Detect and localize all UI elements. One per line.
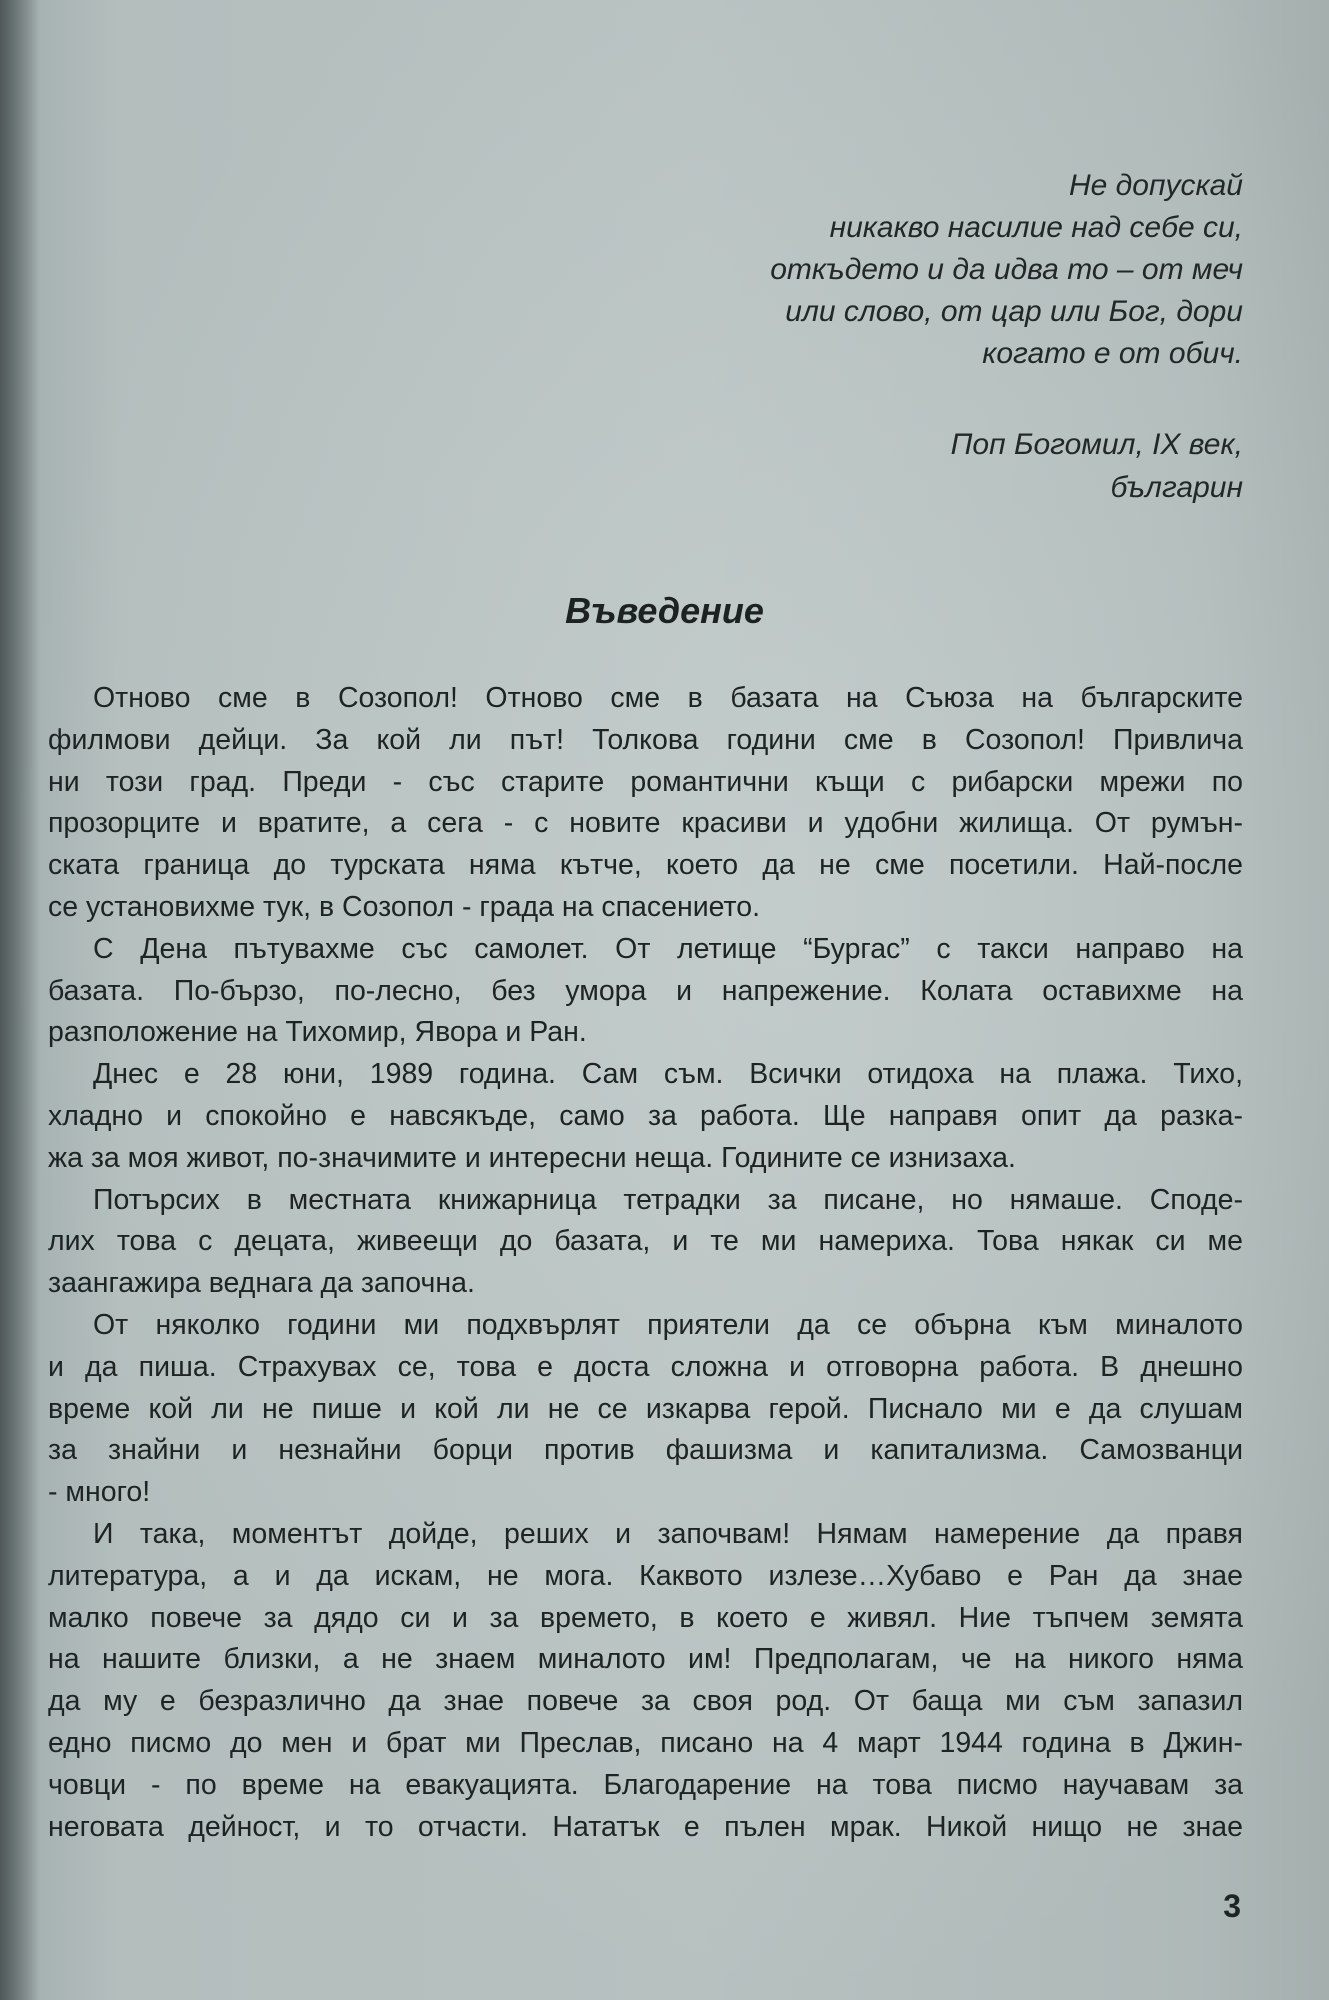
epigraph-line: откъдето и да идва то – от меч [770,253,1243,286]
spine-shadow [0,0,40,2000]
text-line: и да пиша. Страхувах се, това е доста сложна и отговорна работа. В днешно [48,1350,1243,1383]
text-line: прозорците и вратите, а сега - с новите красиви и удобни жилища. От румън- [48,807,1243,840]
text-line: заангажира веднага да започна. [48,1267,475,1300]
text-line: Потърсих в местната книжарница тетрадки за писане, но нямаше. Споде- [93,1183,1243,1216]
paragraph [48,1180,1243,1305]
epigraph-line: никакво насилие над себе си, [829,211,1243,244]
attribution-line: българин [1110,471,1243,504]
text-line: ската граница до турската няма кътче, което да не сме посетили. Най-после [48,849,1243,882]
text-line: От няколко години ми подхвърлят приятели да се обърна към миналото [93,1308,1243,1341]
text-line: се установихме тук, в Созопол - града на спасението. [48,890,761,923]
text-line: на нашите близки, а не знаем миналото им! Предполагам, че на никого няма [48,1643,1243,1676]
text-line: време кой ли не пише и кой ли не се изкарва герой. Писнало ми е да слушам [48,1392,1243,1425]
epigraph-line: Не допускай [1069,169,1243,202]
text-line: Отново сме в Созопол! Отново сме в базата на Съюза на българските [93,682,1243,714]
text-line: базата. По-бързо, по-лесно, без умора и напрежение. Колата оставихме на [48,974,1243,1007]
text-line: жа за моя живот, по-значимите и интересни неща. Годините се изнизаха. [48,1141,1016,1174]
text-line: малко повече за дядо си и за времето, в което е живял. Ние тъпчем земята [48,1601,1243,1634]
text-line: литература, а и да искам, не мога. Каквото излезе…Хубаво е Ран да знае [48,1559,1243,1592]
chapter-heading: Въведение [565,590,764,631]
text-line: за знайни и незнайни борци против фашизма и капитализма. Самозванци [48,1434,1243,1467]
text-line: едно писмо до мен и брат ми Преслав, писано на 4 март 1944 година в Джин- [48,1726,1243,1759]
page-number: 3 [1223,1888,1241,1924]
text-line: хладно и спокойно е навсякъде, само за работа. Ще направя опит да разка- [48,1099,1243,1132]
paragraph [48,1514,1243,1848]
attribution-line: Поп Богомил, IX век, [950,428,1243,461]
paragraph [48,678,1243,929]
paragraph [48,929,1243,1054]
epigraph-attribution [543,423,1243,509]
text-line: разположение на Тихомир, Явора и Ран. [48,1016,587,1049]
text-line: човци - по време на евакуацията. Благодарение на това писмо научавам за [48,1768,1243,1801]
text-line: ни този град. Преди - със старите романтични къщи с рибарски мрежи по [48,765,1243,798]
text-line: филмови дейци. За кой ли път! Толкова години сме в Созопол! Привлича [48,723,1243,756]
text-line: лих това с децата, живеещи до базата, и те ми намериха. Това някак си ме [48,1225,1243,1258]
text-line: С Дена пътувахме със самолет. От летище “Бургас” с такси направо на [93,932,1243,965]
text-line: - много! [48,1476,151,1509]
paragraph [48,1305,1243,1514]
epigraph-line: или слово, от цар или Бог, дори [785,295,1243,328]
epigraph-line: когато е от обич. [982,337,1243,370]
paragraph [48,1054,1243,1179]
body-text [48,678,1243,1848]
epigraph [543,165,1243,375]
text-line: И така, моментът дойде, реших и започвам! Нямам намерение да правя [93,1517,1243,1550]
text-line: Днес е 28 юни, 1989 година. Сам съм. Всички отидоха на плажа. Тихо, [93,1058,1243,1091]
text-line: да му е безразлично да знае повече за своя род. От баща ми съм запазил [48,1685,1243,1718]
text-line: неговата дейност, и то отчасти. Нататък е пълен мрак. Никой нищо не знае [48,1810,1243,1843]
